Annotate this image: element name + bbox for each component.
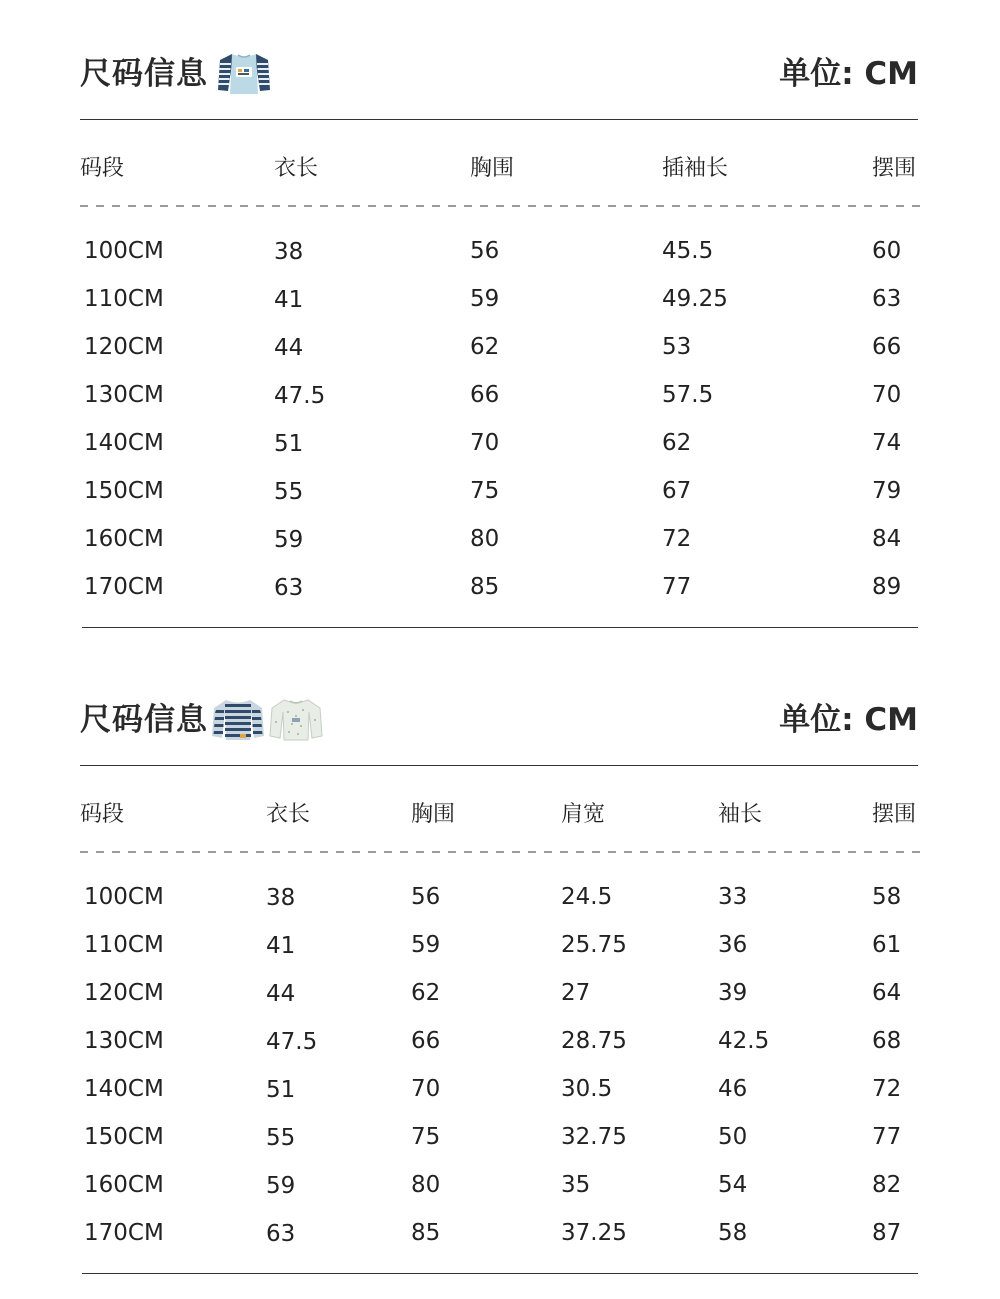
table-cell: 41: [274, 287, 304, 313]
dashed-divider: [80, 851, 920, 853]
table-cell: 130CM: [84, 382, 164, 408]
table-cell: 110CM: [84, 932, 164, 958]
header-length: 衣长: [274, 156, 319, 181]
table-cell: 64: [872, 980, 902, 1006]
table-cell: 55: [266, 1125, 296, 1151]
table-cell: 62: [411, 980, 441, 1006]
table-cell: 62: [662, 430, 692, 456]
table-cell: 170CM: [84, 574, 164, 600]
table-cell: 55: [274, 479, 304, 505]
table-cell: 80: [411, 1172, 441, 1198]
table-cell: 150CM: [84, 1124, 164, 1150]
table-cell: 45.5: [662, 238, 714, 264]
header-hem: 摆围: [872, 156, 917, 181]
table-cell: 39: [718, 980, 748, 1006]
table-cell: 58: [872, 884, 902, 910]
table-cell: 150CM: [84, 478, 164, 504]
table-cell: 70: [470, 430, 500, 456]
table-cell: 25.75: [561, 932, 627, 958]
table-cell: 59: [470, 286, 500, 312]
table-cell: 100CM: [84, 884, 164, 910]
unit-label: 单位: CM: [779, 702, 918, 738]
header-sleeve: 袖长: [718, 802, 763, 827]
table-cell: 53: [662, 334, 692, 360]
table-cell: 33: [718, 884, 748, 910]
table-cell: 84: [872, 526, 902, 552]
unit-label: 单位: CM: [779, 56, 918, 92]
table-cell: 66: [470, 382, 500, 408]
table-cell: 51: [274, 431, 304, 457]
table-cell: 85: [411, 1220, 441, 1246]
table-cell: 47.5: [274, 383, 326, 409]
table-cell: 37.25: [561, 1220, 627, 1246]
header-shoulder: 肩宽: [561, 802, 606, 827]
table-cell: 63: [274, 575, 304, 601]
dashed-divider: [80, 205, 920, 207]
header-length: 衣长: [266, 802, 311, 827]
bottom-divider: [82, 1273, 918, 1274]
table-cell: 28.75: [561, 1028, 627, 1054]
table-cell: 72: [872, 1076, 902, 1102]
table-cell: 27: [561, 980, 591, 1006]
table-cell: 42.5: [718, 1028, 770, 1054]
table-cell: 82: [872, 1172, 902, 1198]
table-cell: 77: [662, 574, 692, 600]
table-cell: 66: [872, 334, 902, 360]
top-divider: [80, 119, 918, 120]
header-raglan-sleeve: 插袖长: [662, 156, 729, 181]
table-cell: 56: [470, 238, 500, 264]
table-cell: 120CM: [84, 980, 164, 1006]
table-cell: 66: [411, 1028, 441, 1054]
header-size: 码段: [80, 802, 125, 827]
header-chest: 胸围: [470, 156, 515, 181]
table-cell: 68: [872, 1028, 902, 1054]
table-cell: 87: [872, 1220, 902, 1246]
table-cell: 77: [872, 1124, 902, 1150]
table-cell: 63: [266, 1221, 296, 1247]
table-cell: 74: [872, 430, 902, 456]
table-cell: 130CM: [84, 1028, 164, 1054]
table-cell: 61: [872, 932, 902, 958]
table-cell: 47.5: [266, 1029, 318, 1055]
table-cell: 140CM: [84, 430, 164, 456]
table-cell: 75: [470, 478, 500, 504]
header-hem: 摆围: [872, 802, 917, 827]
table-cell: 36: [718, 932, 748, 958]
white-sweater-icon: [268, 696, 324, 742]
table-cell: 160CM: [84, 1172, 164, 1198]
bottom-divider: [82, 627, 918, 628]
header-chest: 胸围: [411, 802, 456, 827]
top-divider: [80, 765, 918, 766]
table-cell: 44: [274, 335, 304, 361]
table-cell: 100CM: [84, 238, 164, 264]
table-cell: 60: [872, 238, 902, 264]
table-cell: 58: [718, 1220, 748, 1246]
table-cell: 140CM: [84, 1076, 164, 1102]
table-cell: 70: [411, 1076, 441, 1102]
table-cell: 120CM: [84, 334, 164, 360]
table-cell: 89: [872, 574, 902, 600]
table-cell: 46: [718, 1076, 748, 1102]
table-cell: 51: [266, 1077, 296, 1103]
table-cell: 59: [411, 932, 441, 958]
table-cell: 38: [266, 885, 296, 911]
raglan-tshirt-icon: [216, 50, 272, 96]
table-cell: 63: [872, 286, 902, 312]
table-cell: 79: [872, 478, 902, 504]
table-cell: 72: [662, 526, 692, 552]
table-cell: 80: [470, 526, 500, 552]
table-cell: 67: [662, 478, 692, 504]
table-cell: 110CM: [84, 286, 164, 312]
table-cell: 54: [718, 1172, 748, 1198]
header-size: 码段: [80, 156, 125, 181]
section-title: 尺码信息: [80, 702, 208, 738]
table-cell: 44: [266, 981, 296, 1007]
table-cell: 49.25: [662, 286, 728, 312]
table-cell: 24.5: [561, 884, 613, 910]
table-cell: 62: [470, 334, 500, 360]
table-cell: 85: [470, 574, 500, 600]
table-cell: 41: [266, 933, 296, 959]
table-cell: 160CM: [84, 526, 164, 552]
table-cell: 75: [411, 1124, 441, 1150]
table-cell: 35: [561, 1172, 591, 1198]
table-cell: 59: [274, 527, 304, 553]
table-cell: 30.5: [561, 1076, 613, 1102]
table-cell: 32.75: [561, 1124, 627, 1150]
striped-sweater-icon: [210, 696, 266, 742]
table-cell: 56: [411, 884, 441, 910]
table-cell: 170CM: [84, 1220, 164, 1246]
table-cell: 57.5: [662, 382, 714, 408]
table-cell: 38: [274, 239, 304, 265]
table-cell: 70: [872, 382, 902, 408]
table-cell: 59: [266, 1173, 296, 1199]
section-title: 尺码信息: [80, 56, 208, 92]
table-cell: 50: [718, 1124, 748, 1150]
